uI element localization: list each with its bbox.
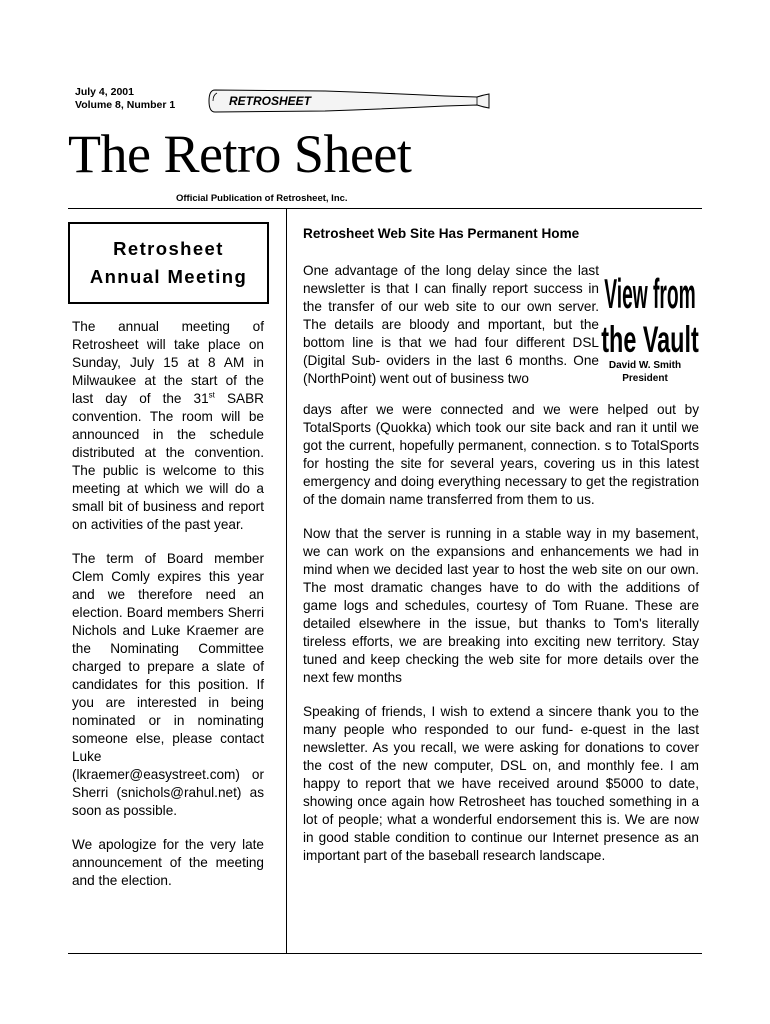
meeting-paragraph-3: We apologize for the very late announcement of the meeting and the election. [72,837,264,888]
issue-date: July 4, 2001 [75,86,134,98]
column-divider [286,209,287,954]
article-paragraph-1: days after we were connected and we were helped out by TotalSports (Quokka) which took our site back and ran it until we got the current, hopefully permanent, connection. s to TotalSports for hosting the site for several years, covering us in this latest emergency and doing everything necessary to get the registration of the domain name transferred from them to us. [303,402,699,507]
bottom-rule [68,953,702,954]
bat-logo [205,86,495,121]
view-from-the-vault-logo [600,268,700,363]
top-rule [68,208,702,209]
newsletter-subtitle: Official Publication of Retrosheet, Inc. [176,193,348,204]
box-title-line2: Annual Meeting [89,266,248,287]
bat-label: RETROSHEET [229,94,312,108]
vault-role: President [622,373,668,384]
article-paragraph-2: Now that the server is running in a stable way in my basement, we can work on the expansions and enhancements we had in mind when we decided last year to host the web site on our own. The most dramatic changes have to do with the additions of game logs and schedules, courtesy of Tom Ruane. These are detailed elsewhere in the issue, but thanks to Tom's literally tireless efforts, we are breaking into exciting new territory. Stay tuned and keep checking the web site for more details over the next few months [303,526,699,685]
meeting-paragraph-2: The term of Board member Clem Comly expires this year and we therefore need an election. Board members Sherri Nichols and Luke Kraemer are the Nominating Committee charged to prepare a slate of candidates for this position. If you are interested in being nominated or in nominating someone else, please contact Luke (lkraemer@easystreet.com) or Sherri (snichols@rahul.net) as soon as possible. [72,551,264,818]
article-body [303,401,699,865]
annual-meeting-box [68,222,269,304]
issue-volume: Volume 8, Number 1 [75,99,176,111]
article-paragraph-3: Speaking of friends, I wish to extend a sincere thank you to the many people who responded to our fund- e-quest in the last newsletter. As you recall, we were asking for donations to cover the cost of the new computer, DSL on, and monthly fee. I am happy to report that we have received around $5000 to date, showing once again how Retrosheet has touched something in a lot of people; what a wonderful endorsement this is. We are now in good stable condition to continue our Internet presence as an important part of the baseball research landscape. [303,704,699,863]
vault-caption [596,359,694,385]
article-intro: One advantage of the long delay since the last newsletter is that I can finally report success in the transfer of our web site to our own server. The details are bloody and mportant, but the bottom line is that we had four different DSL (Digital Sub- oviders in the last 6 months. One (NorthPoint) went out of business two [303,263,599,386]
article-title: Retrosheet Web Site Has Permanent Home [303,226,580,241]
vault-line-1: View from [604,270,696,317]
vault-author: David W. Smith [608,360,682,371]
annual-meeting-article [72,318,264,890]
newsletter-title: The Retro Sheet [68,124,412,184]
vault-line-2: the Vault [601,318,699,358]
box-title-line1: Retrosheet [113,238,224,259]
meeting-paragraph-1: The annual meeting of Retrosheet will take place on Sunday, July 15 at 8 AM in Milwaukee at the start of the last day of the 31st SABR convention. The room will be announced in the schedule distributed at the convention. The public is welcome to this meeting at which we will do a small bit of business and report on activities of the past year. [72,319,264,532]
